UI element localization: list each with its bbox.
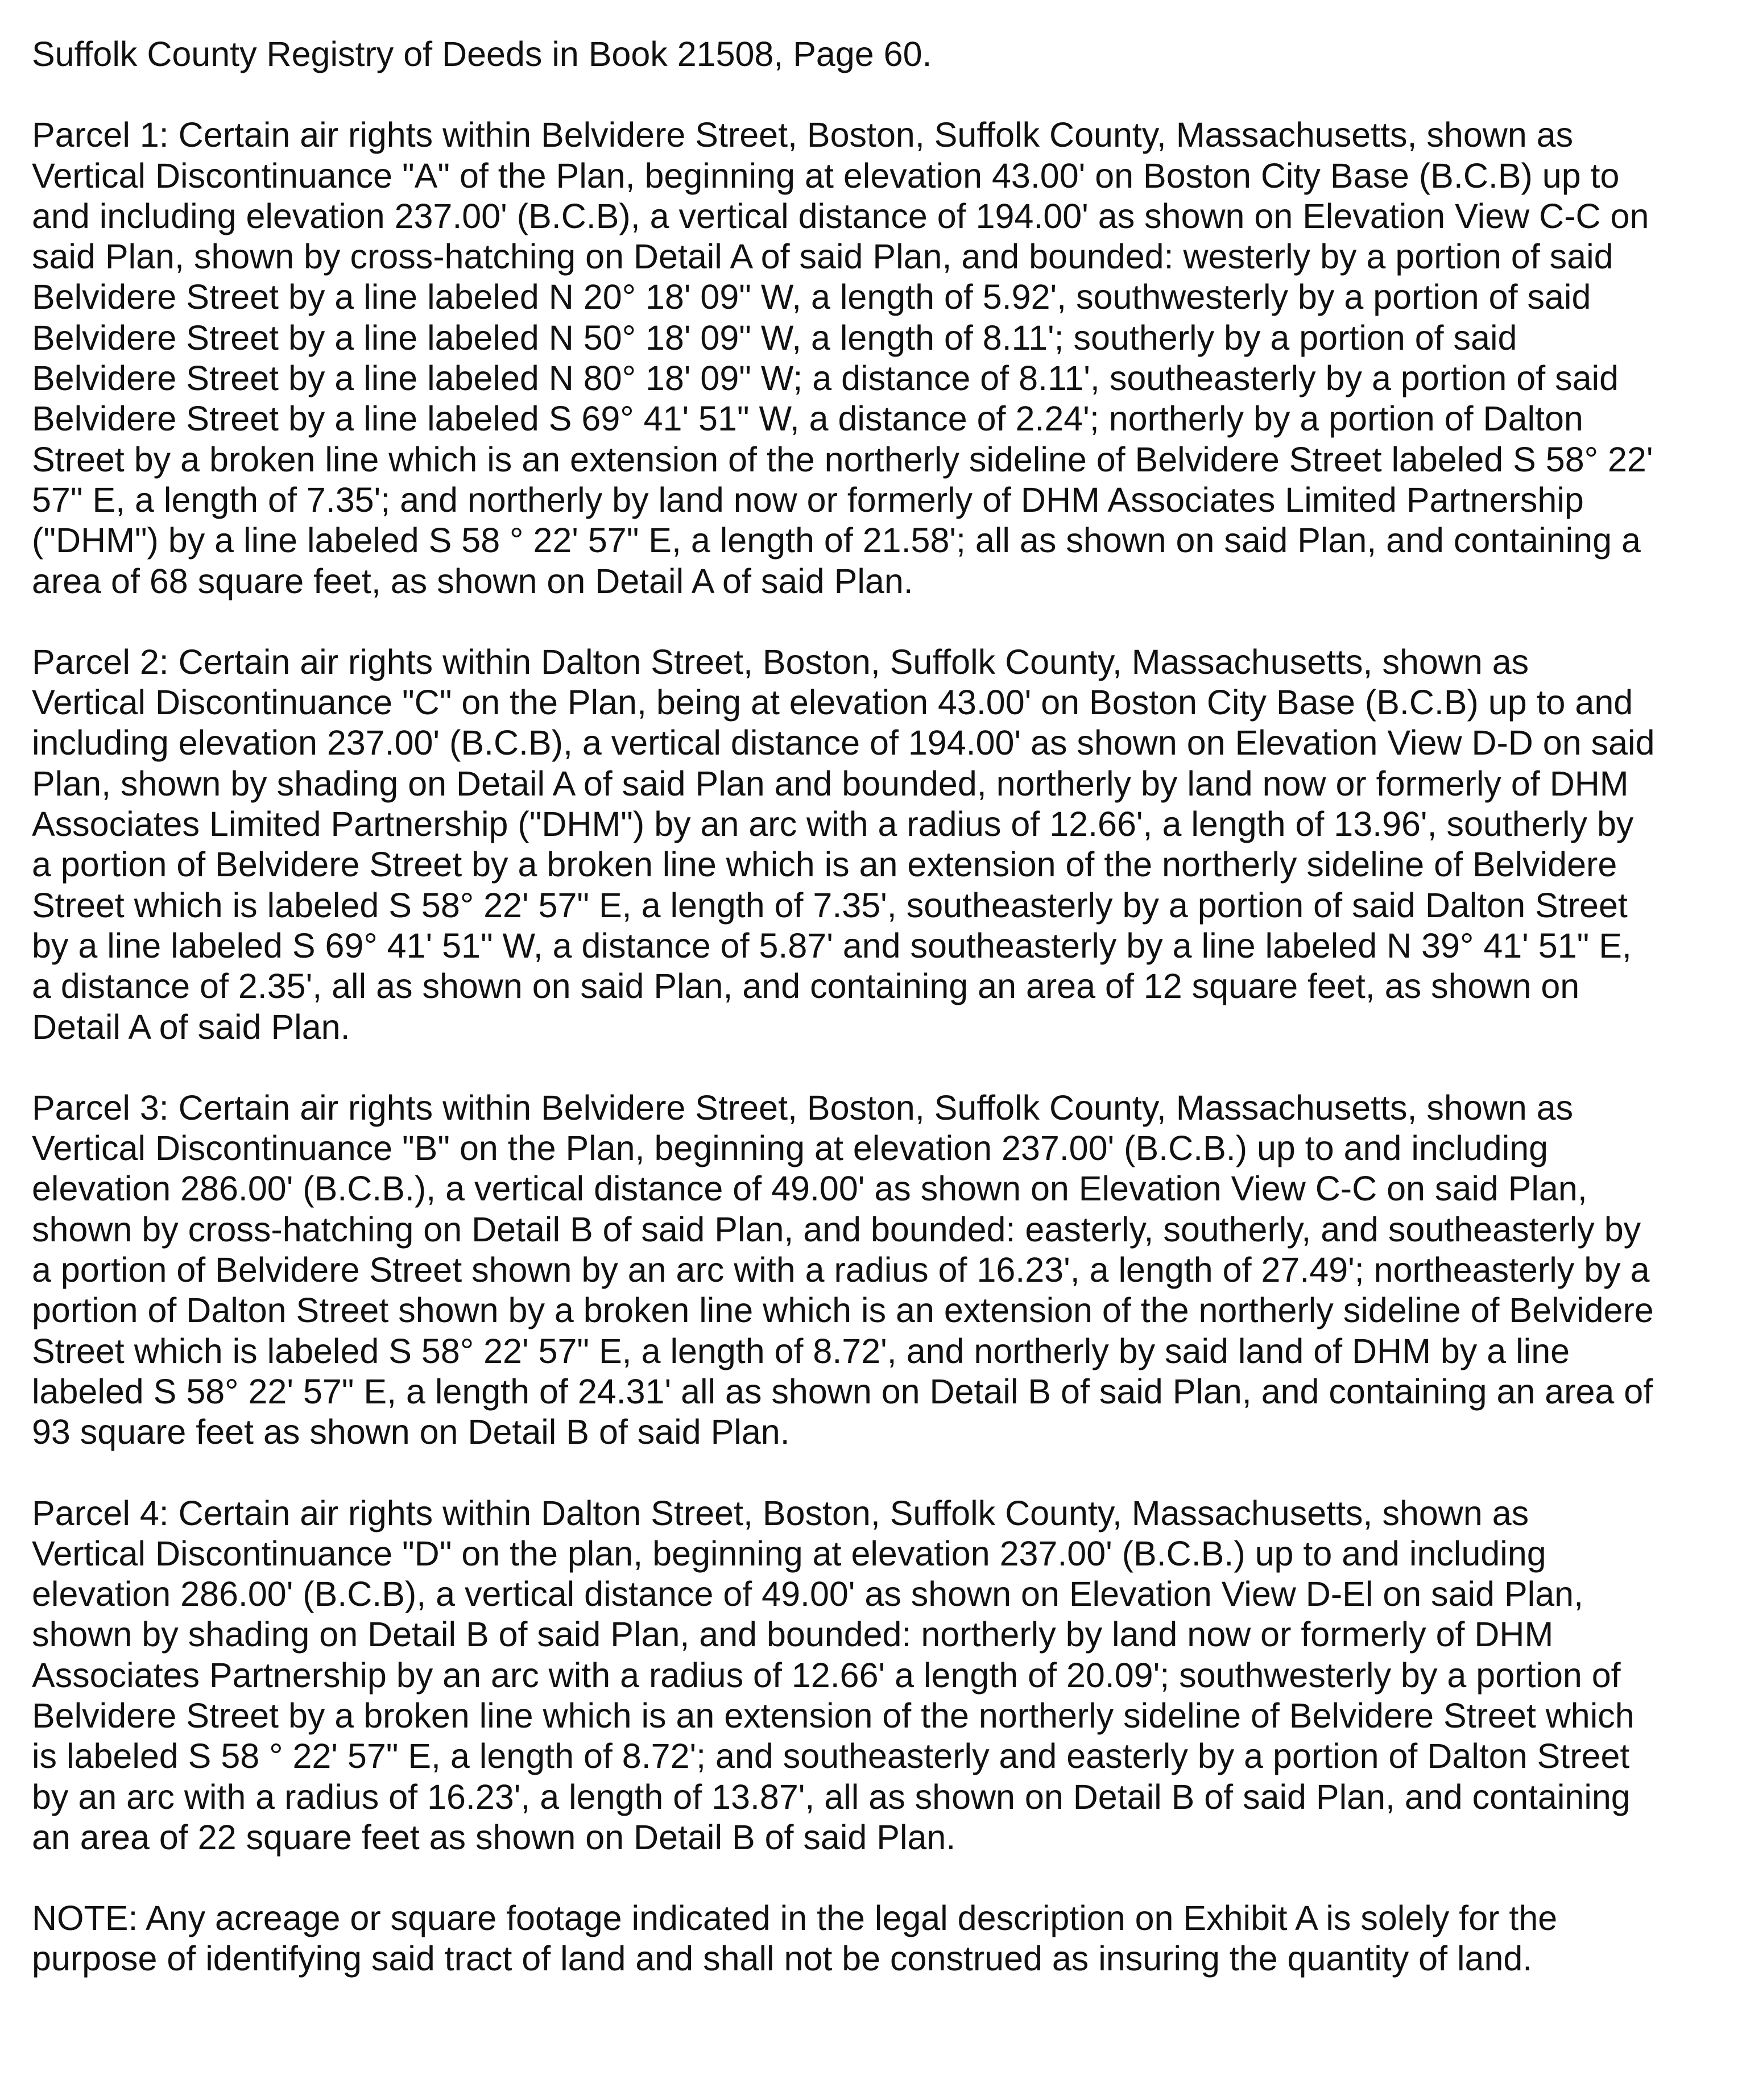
parcel-4-description: Parcel 4: Certain air rights within Dalton Street, Boston, Suffolk County, Massachusetts, shown as Vertical Discontinuance "D" on the plan, beginning at elevation 237.00' (B.C.B.) up to and including elevation 286.00' (B.C.B), a vertical distance of 49.00' as shown on Elevation View D-El on said Plan, shown by shading on Detail B of said Plan, and bounded: northerly by land now or formerly of DHM Associates Partnership by an arc with a radius of 12.66' a length of 20.09'; southwesterly by a portion of Belvidere Street by a broken line which is an extension of the northerly sideline of Belvidere Street which is labeled S 58 ° 22' 57" E, a length of 8.72'; and southeasterly and easterly by a portion of Dalton Street by an arc with a radius of 16.23', a length of 13.87', all as shown on Detail B of said Plan, and containing an area of 22 square feet as shown on Detail B of said Plan. xyxy=(32,1493,1635,1857)
parcel-1-description: Parcel 1: Certain air rights within Belvidere Street, Boston, Suffolk County, Massachusetts, shown as Vertical Discontinuance "A" of the Plan, beginning at elevation 43.00' on Boston City Base (B.C.B) up to and including elevation 237.00' (B.C.B), a vertical distance of 194.00' as shown on Elevation View C-C on said Plan, shown by cross-hatching on Detail A of said Plan, and bounded: westerly by a portion of said Belvidere Street by a line labeled N 20° 18' 09" W, a length of 5.92', southwesterly by a portion of said Belvidere Street by a line labeled N 50° 18' 09" W, a length of 8.11'; southerly by a portion of said Belvidere Street by a line labeled N 80° 18' 09" W; a distance of 8.11', southeasterly by a portion of said Belvidere Street by a line labeled S 69° 41' 51" W, a distance of 2.24'; northerly by a portion of Dalton Street by a broken line which is an extension of the northerly sideline of Belvidere Street labeled S 58° 22' 57" E, a length of 7.35'; and northerly by land now or formerly of DHM Associates Limited Partnership ("DHM") by a line labeled S 58 ° 22' 57" E, a length of 21.58'; all as shown on said Plan, and containing a area of 68 square feet, as shown on Detail A of said Plan. xyxy=(32,115,1653,600)
parcel-2-description: Parcel 2: Certain air rights within Dalton Street, Boston, Suffolk County, Massachusetts, shown as Vertical Discontinuance "C" on the Plan, being at elevation 43.00' on Boston City Base (B.C.B) up to and including elevation 237.00' (B.C.B), a vertical distance of 194.00' as shown on Elevation View D-D on said Plan, shown by shading on Detail A of said Plan and bounded, northerly by land now or formerly of DHM Associates Limited Partnership ("DHM") by an arc with a radius of 12.66', a length of 13.96', southerly by a portion of Belvidere Street by a broken line which is an extension of the northerly sideline of Belvidere Street which is labeled S 58° 22' 57" E, a length of 7.35', southeasterly by a portion of said Dalton Street by a line labeled S 69° 41' 51" W, a distance of 5.87' and southeasterly by a line labeled N 39° 41' 51" E, a distance of 2.35', all as shown on said Plan, and containing an area of 12 square feet, as shown on Detail A of said Plan. xyxy=(32,642,1655,1046)
document-page xyxy=(32,34,1715,2020)
note-paragraph: NOTE: Any acreage or square footage indicated in the legal description on Exhibit A is solely for the purpose of identifying said tract of land and shall not be construed as insuring the quantity of land. xyxy=(32,1899,1558,1978)
registry-reference: Suffolk County Registry of Deeds in Book 21508, Page 60. xyxy=(32,35,932,73)
parcel-3-description: Parcel 3: Certain air rights within Belvidere Street, Boston, Suffolk County, Massachusetts, shown as Vertical Discontinuance "B" on the Plan, beginning at elevation 237.00' (B.C.B.) up to and including elevation 286.00' (B.C.B.), a vertical distance of 49.00' as shown on Elevation View C-C on said Plan, shown by cross-hatching on Detail B of said Plan, and bounded: easterly, southerly, and southeasterly by a portion of Belvidere Street shown by an arc with a radius of 16.23', a length of 27.49'; northeasterly by a portion of Dalton Street shown by a broken line which is an extension of the northerly sideline of Belvidere Street which is labeled S 58° 22' 57" E, a length of 8.72', and northerly by said land of DHM by a line labeled S 58° 22' 57" E, a length of 24.31' all as shown on Detail B of said Plan, and containing an area of 93 square feet as shown on Detail B of said Plan. xyxy=(32,1088,1654,1452)
